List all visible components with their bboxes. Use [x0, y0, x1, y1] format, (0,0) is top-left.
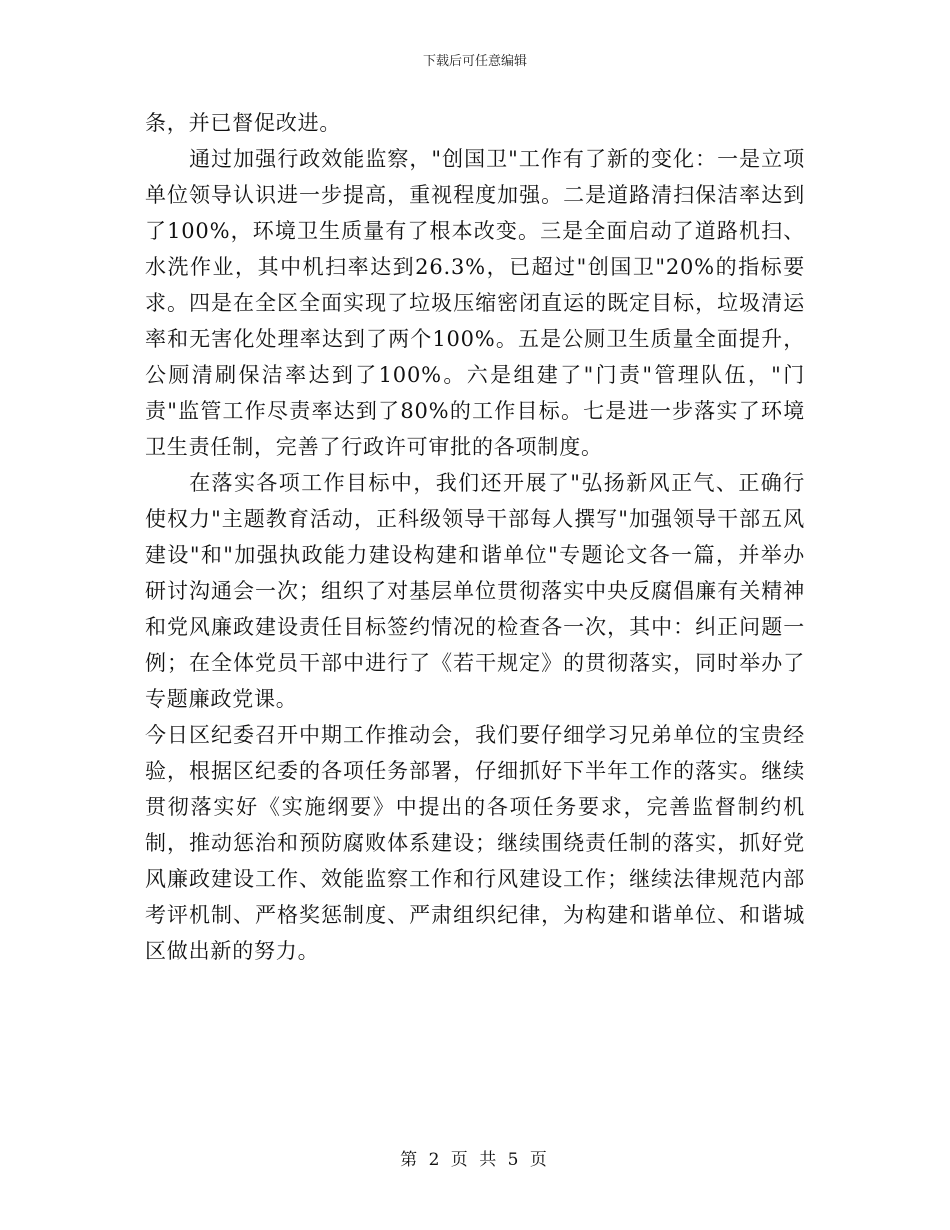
paragraph-efficiency-results: 通过加强行政效能监察，"创国卫"工作有了新的变化：一是立项单位领导认识进一步提高，重视程度加强。二是道路清扫保洁率达到了100%，环境卫生质量有了根本改变。三是全面启动了道路机扫、水洗作业，其中机扫率达到26.3%，已超过"创国卫"20%的指标要求。四是在全区全面实现了垃圾压缩密闭直运的既定目标，垃圾清运率和无害化处理率达到了两个100%。五是公厕卫生质量全面提升，公厕清刷保洁率达到了100%。六是组建了"门责"管理队伍，"门责"监管工作尽责率达到了80%的工作目标。七是进一步落实了环境卫生责任制，完善了行政许可审批的各项制度。	[145, 147, 805, 459]
paragraph-continuation: 条，并已督促改进。	[145, 111, 342, 135]
paragraph-next-steps: 今日区纪委召开中期工作推动会，我们要仔细学习兄弟单位的宝贵经验，根据区纪委的各项任务部署，仔细抓好下半年工作的落实。继续贯彻落实好《实施纲要》中提出的各项任务要求，完善监督制约机制，推动惩治和预防腐败体系建设；继续围绕责任制的落实，抓好党风廉政建设工作、效能监察工作和行风建设工作；继续法律规范内部考评机制、严格奖惩制度、严肃组织纪律，为构建和谐单位、和谐城区做出新的努力。	[145, 723, 805, 963]
paragraph-education-activities: 在落实各项工作目标中，我们还开展了"弘扬新风正气、正确行使权力"主题教育活动，正科级领导干部每人撰写"加强领导干部五风建设"和"加强执政能力建设构建和谐单位"专题论文各一篇，并举办研讨沟通会一次；组织了对基层单位贯彻落实中央反腐倡廉有关精神和党风廉政建设责任目标签约情况的检查各一次，其中：纠正问题一例；在全体党员干部中进行了《若干规定》的贯彻落实，同时举办了专题廉政党课。	[145, 471, 805, 711]
page-number: 第 2 页 共 5 页	[400, 1150, 550, 1170]
page-header-note: 下载后可任意编辑	[422, 54, 527, 69]
document-body	[145, 105, 805, 969]
